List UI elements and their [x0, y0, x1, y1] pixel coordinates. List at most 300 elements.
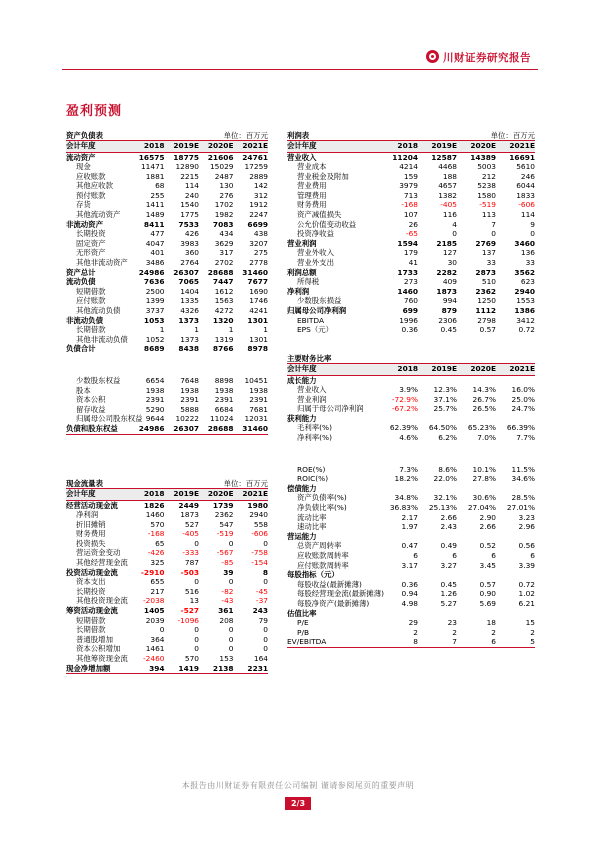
cell-value: 26.5% [472, 404, 496, 414]
cell-value: 2764 [180, 258, 199, 268]
cell-value: 0 [263, 644, 268, 654]
cell-value: 24986 [130, 424, 165, 434]
cell-value: 2019E [165, 141, 200, 152]
cell-value: 2018 [130, 141, 165, 152]
cell-value: 3412 [516, 315, 535, 325]
cell-value: 18.2% [394, 474, 418, 484]
cell-value: 1319 [214, 334, 234, 344]
cell-value [130, 354, 165, 376]
cell-value: 0 [194, 577, 199, 587]
cell-value: 0 [263, 634, 268, 644]
cell-value: -405 [440, 200, 457, 210]
table-row [66, 268, 268, 278]
row-label: 现金净增加额 [66, 664, 130, 674]
cell-value: 5 [496, 637, 535, 647]
cell-value: -405 [182, 529, 199, 539]
cell-value: 2702 [214, 258, 234, 268]
balance-sheet-caption-row [66, 129, 268, 141]
cell-value: 3629 [214, 238, 234, 248]
cell-value: 62.39% [389, 423, 418, 433]
cell-value: 1982 [214, 210, 234, 220]
table-row [66, 277, 268, 287]
cell-value: 27.8% [472, 474, 496, 484]
cell-value: 6 [491, 551, 496, 560]
row-label: 其他经营现金流 [76, 558, 128, 568]
table-row [66, 520, 268, 530]
cell-value [418, 414, 457, 424]
cell-value: 24.7% [511, 404, 535, 414]
cell-value [379, 443, 418, 465]
row-label: 普通股增加 [76, 634, 113, 644]
table-row [66, 354, 268, 376]
row-label: 投资活动现金流 [66, 567, 118, 577]
table-row [287, 220, 535, 230]
table-row [66, 325, 268, 335]
cell-value: 188 [442, 171, 457, 181]
cell-value: 212 [481, 171, 496, 181]
cell-value: 2.66 [440, 512, 457, 522]
row-label: 资产负债率(%) [297, 493, 347, 503]
cell-value: 114 [520, 210, 535, 220]
cell-value: 23 [447, 618, 457, 628]
cell-value: 1 [228, 325, 234, 335]
cell-value: 2391 [145, 395, 165, 405]
cell-value: -85 [221, 558, 234, 568]
table-row [66, 548, 268, 558]
cell-value: 130 [219, 181, 234, 191]
row-label: 归属于母公司净利润 [297, 404, 364, 414]
cell-value: 276 [219, 190, 234, 200]
cell-value: 516 [184, 586, 199, 596]
table-row [66, 258, 268, 268]
row-label: 管理费用 [297, 190, 327, 200]
row-label: 公允价值变动收益 [297, 219, 357, 229]
cell-value: 6 [413, 551, 418, 560]
cell-value: 113 [481, 210, 496, 220]
table-row [287, 316, 535, 326]
cell-value: 25.7% [433, 404, 457, 414]
cell-value: 1733 [397, 267, 418, 277]
table-row [287, 628, 535, 638]
row-label: 资产总计 [66, 267, 96, 277]
cell-value: 1382 [438, 190, 457, 200]
cell-value: 0.94 [401, 589, 418, 599]
cell-value: 2.43 [440, 522, 457, 532]
cell-value [234, 354, 269, 376]
table-row [66, 635, 268, 645]
cell-value: 7636 [143, 277, 165, 287]
cell-value: 8978 [247, 344, 268, 354]
cell-value: 1690 [249, 286, 268, 296]
table-row [66, 500, 268, 510]
cell-value: 0 [530, 229, 535, 239]
row-label: 其他筹资现金流 [76, 654, 128, 663]
cell-value: 1702 [214, 200, 234, 210]
table-row [66, 229, 268, 239]
cell-value: 3737 [145, 306, 165, 315]
cell-value [496, 414, 535, 424]
cell-value: 0 [194, 538, 199, 548]
table-row [66, 529, 268, 539]
cell-value: 65.23% [467, 423, 496, 433]
cell-value: 5610 [516, 162, 535, 172]
cell-value: 2021E [234, 141, 269, 152]
cell-value: 1739 [212, 500, 234, 510]
cell-value: 1460 [145, 510, 165, 520]
cell-value: 275 [253, 248, 268, 258]
cell-value: 33 [486, 258, 496, 268]
table-row [66, 424, 268, 434]
row-label: 其他投资现金流 [76, 596, 128, 606]
cell-value: 0 [159, 625, 165, 635]
row-label: 折旧摊销 [76, 519, 106, 529]
cell-value: 394 [130, 664, 165, 674]
row-label: ROIC(%) [297, 474, 329, 484]
table-row [287, 423, 535, 433]
row-label: 归属母公司净利润 [287, 306, 347, 315]
cell-value: 361 [218, 606, 234, 616]
cell-value: 14.3% [472, 385, 496, 395]
row-label: 其他应收款 [76, 181, 113, 191]
row-label: 偿债能力 [287, 483, 317, 493]
cell-value: 5003 [477, 162, 496, 172]
cell-value: 2 [413, 627, 418, 637]
cell-value: -168 [147, 529, 165, 539]
cell-value: -1096 [177, 615, 199, 625]
cell-value: 5.69 [479, 598, 496, 608]
cell-value: 510 [481, 277, 496, 287]
row-label: 成长能力 [287, 375, 317, 385]
table-row [287, 385, 535, 395]
row-label: 经营活动现金流 [66, 500, 118, 510]
table-row [287, 277, 535, 287]
row-label: 每股净资产(最新摊薄) [297, 598, 370, 608]
cell-value: 16575 [138, 152, 165, 162]
table-row [287, 395, 535, 405]
cell-value: 1980 [247, 500, 268, 510]
table-row [66, 220, 268, 230]
cell-value: 0 [228, 577, 234, 587]
cell-value [496, 484, 535, 494]
table-row [287, 580, 535, 590]
row-label: 资产减值损失 [297, 210, 342, 220]
cell-value: 1833 [516, 190, 535, 200]
cell-value: 107 [403, 210, 418, 220]
row-label: 总资产周转率 [297, 541, 342, 551]
cell-value: 4047 [145, 238, 165, 248]
cell-value: -82 [221, 586, 234, 596]
cell-value: 0 [452, 229, 457, 239]
cell-value: 14389 [470, 152, 496, 162]
cell-value [457, 484, 496, 494]
cell-value: 68 [155, 181, 165, 191]
table-row [66, 414, 268, 424]
cell-value: 8898 [214, 375, 234, 385]
row-label: 净利润 [287, 286, 310, 296]
balance-sheet-grid [66, 141, 268, 435]
row-label: 现金 [76, 162, 91, 172]
cell-value: -606 [518, 200, 535, 210]
cell-value: 879 [441, 306, 457, 315]
cell-value: 1746 [249, 296, 268, 306]
cell-value: 6699 [247, 219, 268, 229]
table-row [66, 296, 268, 306]
row-label: 估值比率 [287, 608, 317, 618]
company-logo-icon [426, 50, 439, 63]
row-label: 资本公积增加 [76, 644, 121, 654]
cell-value: 0 [194, 634, 199, 644]
row-label: 存货 [76, 200, 91, 210]
cell-value: -67.2% [391, 404, 418, 414]
row-label: 会计年度 [287, 364, 379, 375]
cell-value [379, 532, 418, 542]
cell-value: 1419 [165, 664, 200, 674]
cell-value: 401 [150, 248, 165, 258]
cell-value: 2.96 [518, 522, 535, 532]
table-row [66, 162, 268, 172]
row-label: 长期借款 [76, 625, 106, 635]
cell-value: 22.0% [433, 474, 457, 484]
cell-value: 30 [447, 258, 457, 268]
financial-ratios-table [287, 352, 535, 648]
row-label: 会计年度 [66, 489, 130, 500]
cell-value: 2873 [475, 267, 496, 277]
cell-value: 409 [442, 277, 457, 287]
cell-value: 1 [263, 325, 268, 335]
cell-value: 255 [150, 190, 165, 200]
page-number-badge: 2/3 [285, 797, 311, 810]
cell-value: -426 [147, 548, 165, 558]
cell-value: 570 [150, 519, 165, 529]
cell-value: 41 [408, 258, 418, 268]
cell-value: 1250 [477, 296, 496, 306]
row-label [287, 443, 379, 465]
header-divider [62, 69, 538, 70]
row-label: 预付账款 [76, 190, 106, 200]
row-label [66, 354, 130, 376]
cell-value: 4.98 [401, 598, 418, 608]
table-row [287, 172, 535, 182]
cell-value: 79 [258, 615, 268, 625]
cell-value: 0 [263, 538, 268, 548]
table-row [287, 162, 535, 172]
cell-value: 246 [520, 171, 535, 181]
cell-value: 11024 [209, 414, 234, 424]
cell-value: 28688 [199, 424, 234, 434]
cell-value: 713 [403, 190, 418, 200]
row-label: 营业利润 [287, 238, 317, 248]
cell-value: 13 [189, 596, 199, 606]
cell-value: 2021E [496, 364, 535, 375]
cell-value: 26.7% [472, 394, 496, 404]
income-statement-table [287, 129, 535, 335]
row-label: 其他流动负债 [76, 306, 121, 315]
row-label: 财务费用 [76, 529, 106, 539]
table-row [287, 561, 535, 571]
cell-value: 7533 [178, 219, 199, 229]
cell-value: -2038 [143, 596, 165, 606]
table-row [66, 239, 268, 249]
cell-value: 4272 [214, 306, 234, 315]
cell-value: 34.8% [394, 493, 418, 503]
cell-value: 1053 [143, 315, 165, 325]
cell-value: 1320 [212, 315, 234, 325]
row-label: 每股经营现金流(最新摊薄) [297, 589, 385, 599]
row-label: 营业外支出 [297, 258, 334, 268]
cell-value: 6044 [516, 181, 535, 191]
cell-value: 16691 [509, 152, 535, 162]
cell-value: -758 [251, 548, 268, 558]
cell-value: 3.27 [440, 560, 457, 570]
row-label: 营业收入 [297, 385, 327, 395]
cell-value: 127 [442, 248, 457, 258]
cell-value: 1881 [145, 171, 165, 181]
cell-value: 3.17 [401, 560, 418, 570]
cell-value: -333 [182, 548, 199, 558]
cell-value [379, 375, 418, 385]
cell-value: 0 [228, 625, 234, 635]
cell-value: 1460 [397, 286, 418, 296]
cell-value: 28.5% [511, 493, 535, 503]
row-label: 短期借款 [76, 615, 106, 625]
row-label: 投资净收益 [297, 229, 334, 239]
cell-value: 29 [408, 618, 418, 628]
cell-value: 12031 [244, 414, 268, 424]
cell-value: 5238 [477, 181, 496, 191]
table-header-row [287, 364, 535, 375]
table-row [66, 200, 268, 210]
cell-value: 1.26 [440, 589, 457, 599]
cell-value: 7648 [180, 375, 199, 385]
row-label: 筹资活动现金流 [66, 606, 118, 616]
cell-value: 4 [452, 219, 457, 229]
cell-value [418, 375, 457, 385]
cell-value: 0.47 [401, 541, 418, 551]
financial-ratios-caption: 主要财务比率 [287, 354, 332, 363]
cell-value: 1912 [249, 200, 268, 210]
cell-value: 2940 [249, 510, 268, 520]
cell-value: 33 [525, 258, 535, 268]
cell-value: 2019E [418, 141, 457, 152]
table-row [287, 443, 535, 465]
cell-value: 2 [491, 627, 496, 637]
cell-value: 5888 [180, 404, 199, 414]
cell-value: 1301 [247, 315, 268, 325]
table-row [66, 654, 268, 664]
cell-value [457, 570, 496, 580]
cell-value: 21606 [207, 152, 234, 162]
cell-value: 1335 [180, 296, 199, 306]
cell-value [496, 532, 535, 542]
row-label: 净利润 [76, 510, 99, 520]
cell-value: 2449 [178, 500, 199, 510]
row-label: 营业费用 [297, 181, 327, 191]
cell-value: 2940 [514, 286, 535, 296]
cash-flow-table [66, 477, 268, 674]
cell-value: 9 [530, 219, 535, 229]
table-row [66, 577, 268, 587]
cell-value: 10451 [244, 375, 268, 385]
cell-value: 273 [403, 277, 418, 287]
cell-value: -37 [255, 596, 268, 606]
cell-value: 0 [194, 625, 199, 635]
cell-value: 1 [194, 325, 199, 335]
table-row [66, 587, 268, 597]
cell-value: 2889 [249, 171, 268, 181]
table-row [66, 152, 268, 162]
row-label: 归属母公司股东权益 [76, 414, 143, 424]
table-row [66, 191, 268, 201]
table-row [287, 325, 535, 335]
cell-value: 2020E [457, 141, 496, 152]
income-statement-caption-row [287, 129, 535, 141]
cell-value: 3983 [180, 238, 199, 248]
cell-value: -519 [479, 200, 496, 210]
cell-value [379, 609, 418, 619]
table-row [287, 570, 535, 580]
cell-value: 2018 [130, 489, 165, 500]
cell-value: 1938 [145, 385, 165, 395]
row-label: 营运能力 [287, 531, 317, 541]
cell-value: 137 [481, 248, 496, 258]
cell-value [418, 532, 457, 542]
table-row [66, 664, 268, 674]
table-row [66, 287, 268, 297]
cell-value: 4326 [180, 306, 199, 315]
cell-value: -2460 [143, 654, 165, 663]
cell-value: 10222 [175, 414, 199, 424]
cell-value: 7083 [212, 219, 234, 229]
cell-value: 7447 [212, 277, 234, 287]
row-label: 短期借款 [76, 286, 106, 296]
cell-value: 5290 [145, 404, 165, 414]
table-row [66, 558, 268, 568]
cell-value: 1.97 [401, 522, 418, 532]
table-row [287, 484, 535, 494]
row-label: 流动比率 [297, 512, 327, 522]
cell-value: 0 [263, 577, 268, 587]
cell-value: 0.49 [440, 541, 457, 551]
cell-value: 3562 [514, 267, 535, 277]
row-label: 负债合计 [66, 344, 96, 354]
cell-value: 1405 [143, 606, 165, 616]
cell-value: 8689 [143, 344, 165, 354]
cell-value: 114 [184, 181, 199, 191]
row-label: 资本支出 [76, 577, 106, 587]
table-row [287, 404, 535, 414]
cell-value: 1775 [180, 210, 199, 220]
cell-value: 1580 [477, 190, 496, 200]
cell-value: 153 [219, 654, 234, 663]
cell-value: 24986 [138, 267, 165, 277]
cell-value: 2019E [165, 489, 200, 500]
cell-value: -606 [251, 529, 268, 539]
cell-value [457, 609, 496, 619]
row-label: 投资损失 [76, 538, 106, 548]
cell-value: 159 [403, 171, 418, 181]
cell-value: 2306 [438, 315, 457, 325]
cell-value: 1489 [145, 210, 165, 220]
table-row [66, 405, 268, 415]
table-row [66, 644, 268, 654]
row-label: 净利率(%) [297, 433, 332, 443]
row-label: 资本公积 [76, 395, 106, 405]
cell-value: 15 [525, 618, 535, 628]
cash-flow-caption: 现金流量表 [66, 479, 103, 488]
table-row [66, 606, 268, 616]
cell-value: 2020E [457, 364, 496, 375]
table-row [287, 609, 535, 619]
